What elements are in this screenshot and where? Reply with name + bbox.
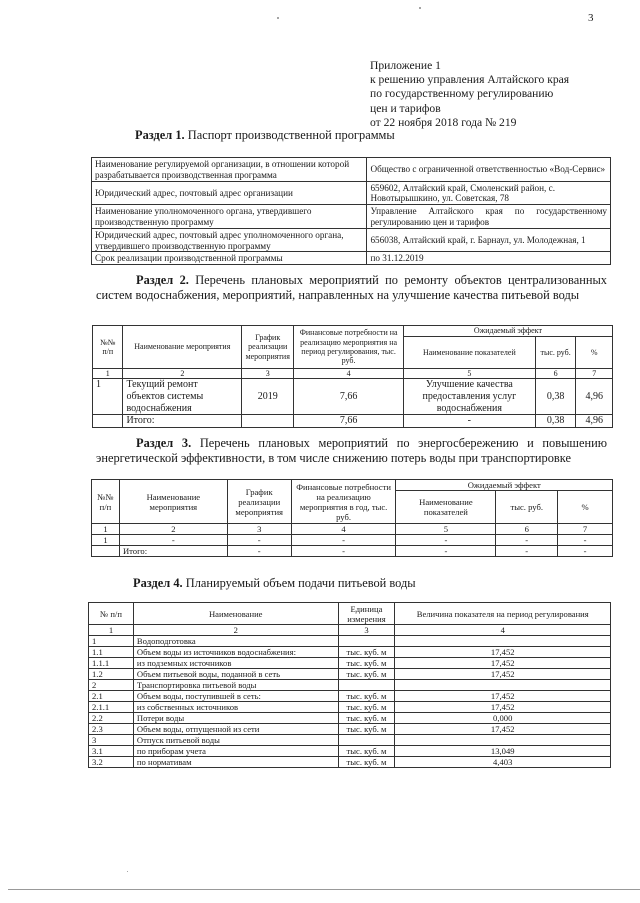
header-indicator: Наименование показателей xyxy=(396,491,496,524)
row-unit: тыс. куб. м xyxy=(338,658,395,669)
column-number: 2 xyxy=(123,369,242,379)
table-row xyxy=(92,252,611,265)
header-pct: % xyxy=(576,337,613,369)
header-unit: Единица измерения xyxy=(338,603,395,625)
row-name: по приборам учета xyxy=(133,746,338,757)
table-row xyxy=(89,658,611,669)
row-value: 17,452 xyxy=(395,658,611,669)
header-effect: Ожидаемый эффект xyxy=(403,326,612,337)
column-number: 5 xyxy=(403,369,535,379)
row-num: 3.1 xyxy=(89,746,134,757)
row-value xyxy=(395,735,611,746)
passport-field-value: Управление Алтайского края по государственному регулированию цен и тарифов xyxy=(367,205,611,229)
scan-speck xyxy=(277,17,279,19)
table-row xyxy=(93,379,613,415)
appendix-line: по государственному регулированию xyxy=(370,87,554,101)
column-numbers-row xyxy=(92,524,613,535)
repair-measures-table xyxy=(92,325,613,428)
row-name: по нормативам xyxy=(133,757,338,768)
table-row xyxy=(89,746,611,757)
column-numbers-row xyxy=(89,625,611,636)
section3-heading xyxy=(96,436,607,466)
row-schedule: 2019 xyxy=(242,379,294,415)
header-num: №№ п/п xyxy=(92,480,120,524)
passport-field-value: 656038, Алтайский край, г. Барнаул, ул. Молодежная, 1 xyxy=(367,228,611,252)
row-value: 17,452 xyxy=(395,724,611,735)
table-row xyxy=(89,735,611,746)
row-unit: тыс. куб. м xyxy=(338,691,395,702)
row-name: из подземных источников xyxy=(133,658,338,669)
total-rub: - xyxy=(496,546,558,557)
column-number: 7 xyxy=(576,369,613,379)
section-title: Планируемый объем подачи питьевой воды xyxy=(185,576,416,590)
row-schedule: - xyxy=(227,535,291,546)
row-name: Потери воды xyxy=(133,713,338,724)
row-name: Объем воды из источников водоснабжения: xyxy=(133,647,338,658)
total-finance: - xyxy=(291,546,396,557)
total-schedule xyxy=(242,415,294,428)
total-finance: 7,66 xyxy=(294,415,404,428)
header-num: № п/п xyxy=(89,603,134,625)
row-rub: - xyxy=(496,535,558,546)
row-name: Транспортировка питьевой воды xyxy=(133,680,338,691)
total-row xyxy=(92,546,613,557)
table-row xyxy=(89,636,611,647)
row-num xyxy=(93,415,123,428)
header-indicator: Наименование показателей xyxy=(403,337,535,369)
appendix-line: Приложение 1 xyxy=(370,59,441,72)
column-number: 7 xyxy=(558,524,613,535)
water-supply-volume-table xyxy=(88,602,611,768)
row-name: Объем воды, отпущенной из сети xyxy=(133,724,338,735)
section-label: Раздел 2. xyxy=(136,273,189,287)
total-label: Итого: xyxy=(123,415,242,428)
row-indicator: Улучшение качества предоставления услуг водоснабжения xyxy=(403,379,535,415)
row-finance: 7,66 xyxy=(294,379,404,415)
row-unit: тыс. куб. м xyxy=(338,757,395,768)
table-header-row xyxy=(93,326,613,337)
scan-speck xyxy=(127,871,128,872)
passport-field-name: Юридический адрес, почтовый адрес уполномоченного органа, утвердившего производственную программу xyxy=(92,228,367,252)
row-num: 1.1.1 xyxy=(89,658,134,669)
column-number: 3 xyxy=(242,369,294,379)
column-number: 5 xyxy=(396,524,496,535)
column-number: 1 xyxy=(89,625,134,636)
row-num: 2.2 xyxy=(89,713,134,724)
total-indicator: - xyxy=(396,546,496,557)
column-number: 3 xyxy=(227,524,291,535)
row-unit: тыс. куб. м xyxy=(338,702,395,713)
row-num xyxy=(92,546,120,557)
row-unit: тыс. куб. м xyxy=(338,746,395,757)
header-schedule: График реализации мероприятия xyxy=(242,326,294,369)
table-row xyxy=(89,691,611,702)
table-row xyxy=(89,702,611,713)
row-num: 1 xyxy=(92,535,120,546)
table-row xyxy=(89,724,611,735)
column-number: 2 xyxy=(133,625,338,636)
page-number: 3 xyxy=(588,12,594,24)
row-value: 17,452 xyxy=(395,669,611,680)
row-name: из собственных источников xyxy=(133,702,338,713)
header-schedule: График реализации мероприятия xyxy=(227,480,291,524)
column-number: 1 xyxy=(92,524,120,535)
section-title: Перечень плановых мероприятий по ремонту объектов централизованных систем водоснабжения, мероприятий, направленных на улучшение качества питьевой воды xyxy=(96,273,607,302)
row-unit: тыс. куб. м xyxy=(338,669,395,680)
row-name: Отпуск питьевой воды xyxy=(133,735,338,746)
row-name: Объем воды, поступившей в сеть: xyxy=(133,691,338,702)
column-number: 4 xyxy=(395,625,611,636)
row-num: 2 xyxy=(89,680,134,691)
column-number: 6 xyxy=(496,524,558,535)
row-name: Текущий ремонт объектов системы водоснабжения xyxy=(123,379,242,415)
column-number: 2 xyxy=(119,524,227,535)
passport-field-value: по 31.12.2019 xyxy=(367,252,611,265)
column-number: 4 xyxy=(294,369,404,379)
row-value: 13,049 xyxy=(395,746,611,757)
row-unit: тыс. куб. м xyxy=(338,724,395,735)
total-row xyxy=(93,415,613,428)
header-pct: % xyxy=(558,491,613,524)
total-label: Итого: xyxy=(119,546,227,557)
section-label: Раздел 4. xyxy=(133,576,183,590)
total-pct: 4,96 xyxy=(576,415,613,428)
header-finance: Финансовые потребности на реализацию мероприятия в год, тыс. руб. xyxy=(291,480,396,524)
row-name: Водоподготовка xyxy=(133,636,338,647)
column-number: 3 xyxy=(338,625,395,636)
column-number: 6 xyxy=(535,369,576,379)
row-unit: тыс. куб. м xyxy=(338,713,395,724)
row-value: 17,452 xyxy=(395,647,611,658)
row-rub: 0,38 xyxy=(535,379,576,415)
row-value xyxy=(395,636,611,647)
row-num: 1 xyxy=(93,379,123,415)
table-row xyxy=(89,713,611,724)
header-name: Наименование xyxy=(133,603,338,625)
header-num: №№ п/п xyxy=(93,326,123,369)
row-value: 0,000 xyxy=(395,713,611,724)
total-pct: - xyxy=(558,546,613,557)
section-label: Раздел 3. xyxy=(136,436,192,450)
appendix-line: цен и тарифов xyxy=(370,101,441,115)
section2-heading xyxy=(96,273,607,303)
header-rub: тыс. руб. xyxy=(535,337,576,369)
section-title: Перечень плановых мероприятий по энергосбережению и повышению энергетической эффективности, в том числе снижению потерь воды при транспортировке xyxy=(96,436,607,465)
section-label: Раздел 1. xyxy=(135,128,185,142)
passport-field-name: Срок реализации производственной программы xyxy=(92,252,367,265)
header-value: Величина показателя на период регулирования xyxy=(395,603,611,625)
row-indicator: - xyxy=(396,535,496,546)
row-unit xyxy=(338,680,395,691)
page-edge-line xyxy=(8,889,640,890)
row-num: 1.2 xyxy=(89,669,134,680)
scan-speck xyxy=(419,7,421,9)
header-effect: Ожидаемый эффект xyxy=(396,480,613,491)
passport-field-name: Наименование уполномоченного органа, утвердившего производственную программу xyxy=(92,205,367,229)
table-row xyxy=(92,181,611,205)
passport-field-name: Юридический адрес, почтовый адрес организации xyxy=(92,181,367,205)
table-row xyxy=(92,205,611,229)
table-row xyxy=(89,680,611,691)
row-finance: - xyxy=(291,535,396,546)
row-pct: 4,96 xyxy=(576,379,613,415)
column-number: 4 xyxy=(291,524,396,535)
total-indicator: - xyxy=(403,415,535,428)
passport-field-value: Общество с ограниченной ответственностью «Вод-Сервис» xyxy=(367,158,611,182)
table-row xyxy=(89,669,611,680)
row-value: 4,403 xyxy=(395,757,611,768)
row-pct: - xyxy=(558,535,613,546)
total-schedule: - xyxy=(227,546,291,557)
table-header-row xyxy=(92,480,613,491)
section1-heading xyxy=(135,128,395,143)
row-value xyxy=(395,680,611,691)
header-finance: Финансовые потребности на реализацию мероприятия на период регулирования, тыс. руб. xyxy=(294,326,404,369)
row-num: 2.1 xyxy=(89,691,134,702)
row-num: 1 xyxy=(89,636,134,647)
row-value: 17,452 xyxy=(395,702,611,713)
passport-field-name: Наименование регулируемой организации, в отношении которой разрабатывается производственная программа xyxy=(92,158,367,182)
row-unit xyxy=(338,735,395,746)
row-num: 2.3 xyxy=(89,724,134,735)
appendix-line: от 22 ноября 2018 года № 219 xyxy=(370,115,517,129)
section-title: Паспорт производственной программы xyxy=(187,128,395,142)
table-header-row xyxy=(89,603,611,625)
column-number: 1 xyxy=(93,369,123,379)
header-name: Наименование мероприятия xyxy=(123,326,242,369)
row-unit: тыс. куб. м xyxy=(338,647,395,658)
appendix-line: к решению управления Алтайского края xyxy=(370,73,570,87)
appendix-header xyxy=(370,59,569,130)
table-row xyxy=(89,757,611,768)
column-numbers-row xyxy=(93,369,613,379)
passport-field-value: 659602, Алтайский край, Смоленский район, с. Новотырышкино, ул. Советская, 78 xyxy=(367,181,611,205)
row-name: - xyxy=(119,535,227,546)
passport-table xyxy=(91,157,611,265)
row-unit xyxy=(338,636,395,647)
table-row xyxy=(92,158,611,182)
row-name: Объем питьевой воды, поданной в сеть xyxy=(133,669,338,680)
row-num: 2.1.1 xyxy=(89,702,134,713)
row-value: 17,452 xyxy=(395,691,611,702)
table-row xyxy=(92,228,611,252)
section4-heading xyxy=(133,576,416,591)
table-row xyxy=(92,535,613,546)
row-num: 3.2 xyxy=(89,757,134,768)
table-row xyxy=(89,647,611,658)
header-rub: тыс. руб. xyxy=(496,491,558,524)
header-name: Наименование мероприятия xyxy=(119,480,227,524)
row-num: 1.1 xyxy=(89,647,134,658)
total-rub: 0,38 xyxy=(535,415,576,428)
row-num: 3 xyxy=(89,735,134,746)
energy-saving-table xyxy=(91,479,613,557)
